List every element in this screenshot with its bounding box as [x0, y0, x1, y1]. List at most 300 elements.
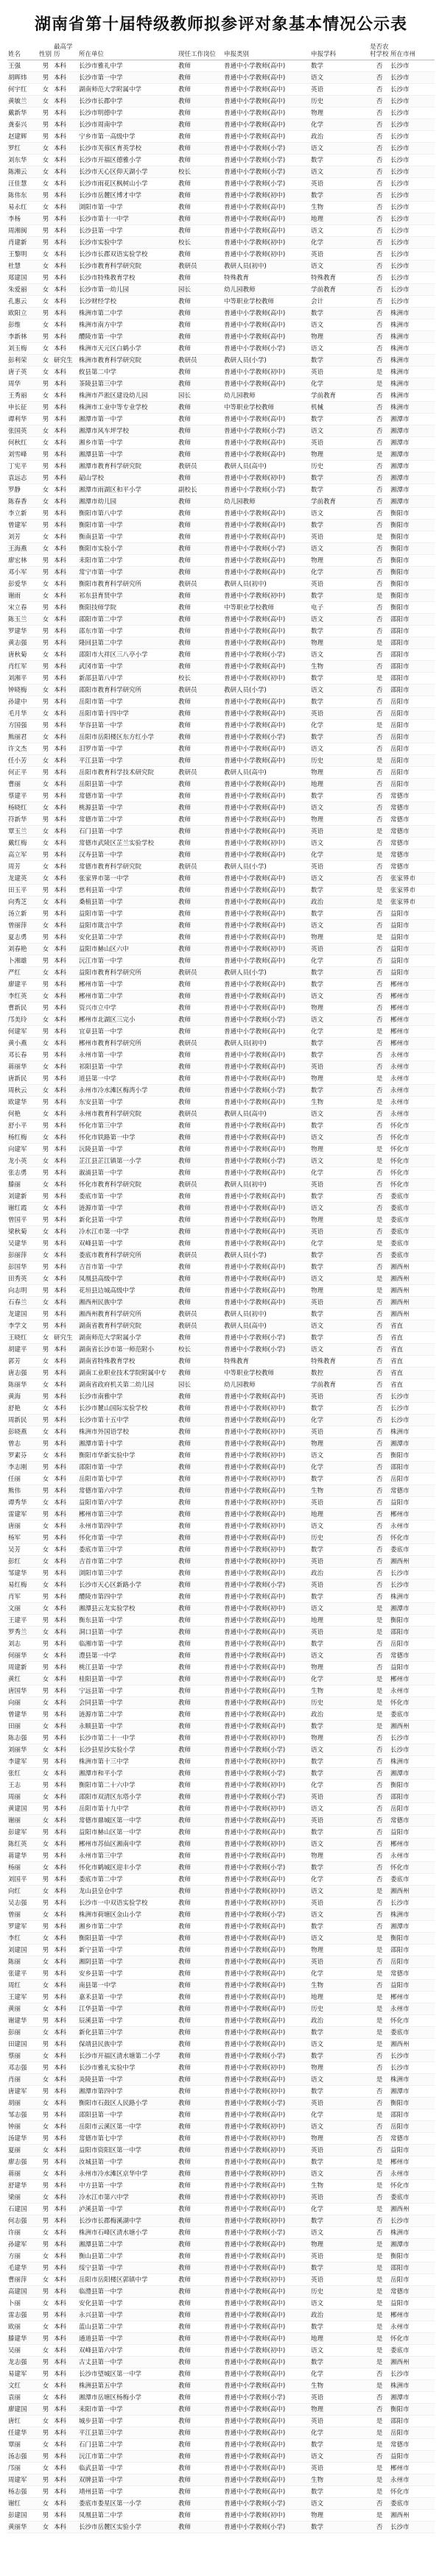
table-row	[7, 1768, 435, 1780]
cell-subject: 语文	[310, 508, 369, 520]
cell-rural: 否	[369, 60, 390, 72]
cell-type: 普通中小学教师(小学)	[223, 343, 310, 355]
cell-post: 教师	[178, 1803, 223, 1815]
cell-unit: 澧县第一中学	[78, 1650, 178, 1662]
cell-education: 本科	[53, 1262, 78, 1273]
cell-subject: 历史	[310, 96, 369, 107]
table-row	[7, 2168, 435, 2180]
cell-name: 张建平	[7, 1968, 38, 1980]
cell-rural: 是	[369, 1238, 390, 1250]
cell-education: 本科	[53, 319, 78, 331]
cell-sex: 男	[38, 1897, 53, 1909]
cell-unit: 怀化市第三中学	[78, 1120, 178, 1132]
cell-post: 教师	[178, 743, 223, 755]
cell-city: 永州市	[390, 1050, 435, 1061]
cell-type: 普通中小学教师(高中)	[223, 1262, 310, 1273]
cell-name: 唐建军	[7, 2086, 38, 2098]
cell-sex: 女	[38, 802, 53, 814]
cell-sex: 男	[38, 2156, 53, 2168]
cell-subject: 物理	[310, 1850, 369, 1862]
cell-name: 邝美玲	[7, 1014, 38, 1026]
cell-city: 常德市	[390, 1815, 435, 1827]
cell-unit: 湘潭县云龙实验学校	[78, 1603, 178, 1615]
cell-rural: 是	[369, 1886, 390, 1897]
header-rural: 是否农村学校	[369, 42, 390, 60]
cell-post: 教师	[178, 1850, 223, 1862]
cell-education: 本科	[53, 1532, 78, 1544]
cell-post: 教师	[178, 2109, 223, 2121]
cell-subject: 化学	[310, 237, 369, 249]
cell-unit: 沅江市第一中学	[78, 955, 178, 967]
cell-sex: 男	[38, 908, 53, 920]
cell-subject: 英语	[310, 708, 369, 720]
cell-type: 普通中小学教师(高中)	[223, 920, 310, 932]
cell-subject: 语文	[310, 649, 369, 661]
cell-education: 本科	[53, 1556, 78, 1568]
cell-unit: 宁远县第一中学	[78, 1685, 178, 1697]
cell-subject: 语文	[310, 319, 369, 331]
cell-post: 教师	[178, 755, 223, 767]
table-row	[7, 1897, 435, 1909]
cell-name: 黄海	[7, 1391, 38, 1403]
cell-subject: 电子	[310, 602, 369, 614]
cell-name: 黄建国	[7, 1803, 38, 1815]
cell-sex: 男	[38, 1415, 53, 1426]
cell-unit: 湖南省教育科学研究院	[78, 1320, 178, 1332]
cell-unit: 泸溪县第一中学	[78, 2204, 178, 2215]
cell-subject: 英语	[310, 2463, 369, 2474]
cell-subject: 化学	[310, 1167, 369, 1179]
cell-name: 刘建国	[7, 1945, 38, 1956]
cell-city: 株洲市	[390, 1909, 435, 1921]
cell-education: 本科	[53, 2086, 78, 2098]
cell-city: 邵阳市	[390, 2416, 435, 2427]
cell-education: 本科	[53, 367, 78, 378]
cell-city: 邵阳市	[390, 649, 435, 661]
cell-type: 普通中小学教师(高中)	[223, 1226, 310, 1238]
cell-unit: 临澧县第一中学	[78, 2286, 178, 2298]
cell-unit: 长沙市雅礼中学	[78, 60, 178, 72]
cell-name: 廖志强	[7, 2156, 38, 2168]
cell-type: 普通中小学教师(高中)	[223, 885, 310, 896]
cell-sex: 女	[38, 578, 53, 590]
cell-education: 本科	[53, 1744, 78, 1756]
cell-education: 本科	[53, 767, 78, 779]
cell-name: 廖建平	[7, 979, 38, 991]
cell-post: 教师	[178, 779, 223, 790]
cell-rural: 是	[369, 849, 390, 861]
cell-type: 教研人员(初中)	[223, 1309, 310, 1320]
cell-unit: 娄底市第二中学	[78, 1874, 178, 1886]
cell-subject: 语文	[310, 2227, 369, 2239]
cell-city: 永州市	[390, 2474, 435, 2486]
cell-post: 教师	[178, 1097, 223, 1108]
cell-type: 普通中小学教师(高中)	[223, 202, 310, 213]
cell-name: 黄敏兰	[7, 96, 38, 107]
cell-city: 益阳市	[390, 1980, 435, 1992]
cell-name: 孙建军	[7, 2239, 38, 2251]
cell-subject: 英语	[310, 578, 369, 590]
cell-post: 教师	[178, 1921, 223, 1933]
cell-city: 怀化市	[390, 1697, 435, 1709]
cell-name: 刘志	[7, 1638, 38, 1650]
cell-education: 本科	[53, 1733, 78, 1744]
cell-name: 严红	[7, 967, 38, 979]
cell-unit: 花垣县边城高级中学	[78, 1285, 178, 1297]
cell-education: 本科	[53, 1992, 78, 2003]
cell-subject: 英语	[310, 1297, 369, 1309]
cell-education: 本科	[53, 2463, 78, 2474]
cell-city: 省直	[390, 1379, 435, 1391]
cell-sex: 男	[38, 2204, 53, 2215]
cell-post: 教师	[178, 1462, 223, 1473]
cell-education: 本科	[53, 2380, 78, 2392]
cell-type: 普通中小学教师(初中)	[223, 1473, 310, 1485]
cell-rural: 否	[369, 555, 390, 567]
cell-type: 普通中小学教师(高中)	[223, 1191, 310, 1203]
cell-sex: 女	[38, 484, 53, 496]
cell-name: 刘湘平	[7, 673, 38, 684]
table-row	[7, 2215, 435, 2227]
cell-city: 长沙市	[390, 213, 435, 225]
cell-rural: 否	[369, 1780, 390, 1791]
cell-post: 教师	[178, 873, 223, 885]
cell-rural: 否	[369, 308, 390, 319]
cell-post: 教师	[178, 155, 223, 166]
cell-city: 永州市	[390, 1073, 435, 1085]
cell-rural: 否	[369, 1132, 390, 1144]
cell-unit: 长沙市麓山国际实验学校	[78, 1403, 178, 1415]
cell-subject: 物理	[310, 1438, 369, 1450]
cell-subject: 物理	[310, 814, 369, 826]
cell-post: 教师	[178, 1132, 223, 1144]
cell-type: 中等职业学校教师	[223, 1367, 310, 1379]
table-row	[7, 1332, 435, 1344]
cell-post: 教师	[178, 402, 223, 414]
cell-city: 省直	[390, 1320, 435, 1332]
cell-unit: 新化县第三中学	[78, 2027, 178, 2039]
cell-rural: 是	[369, 1214, 390, 1226]
cell-sex: 男	[38, 72, 53, 84]
cell-unit: 道县第一中学	[78, 1073, 178, 1085]
cell-education: 本科	[53, 2098, 78, 2109]
cell-rural: 否	[369, 1497, 390, 1509]
table-row	[7, 1309, 435, 1320]
table-row	[7, 1226, 435, 1238]
cell-post: 教师	[178, 473, 223, 484]
cell-subject: 英语	[310, 2416, 369, 2427]
cell-post: 教师	[178, 520, 223, 531]
cell-rural: 否	[369, 2404, 390, 2416]
cell-sex: 女	[38, 2098, 53, 2109]
cell-sex: 男	[38, 2474, 53, 2486]
cell-post: 教师	[178, 661, 223, 673]
cell-type: 普通中小学教师(初中)	[223, 2345, 310, 2357]
cell-sex: 女	[38, 590, 53, 602]
cell-post: 教师	[178, 2039, 223, 2050]
cell-education: 本科	[53, 1085, 78, 1097]
cell-unit: 常德市第二中学	[78, 814, 178, 826]
cell-name: 张红	[7, 1768, 38, 1780]
table-row	[7, 1403, 435, 1415]
cell-city: 常德市	[390, 826, 435, 838]
cell-unit: 湘潭县第一中学	[78, 449, 178, 461]
table-row	[7, 896, 435, 908]
cell-rural: 否	[369, 1850, 390, 1862]
cell-name: 汤建华	[7, 2133, 38, 2145]
cell-education: 本科	[53, 1450, 78, 1462]
cell-post: 教师	[178, 1909, 223, 1921]
cell-name: 周建军	[7, 2474, 38, 2486]
cell-education: 本科	[53, 1509, 78, 1521]
cell-sex: 女	[38, 143, 53, 155]
cell-sex: 男	[38, 767, 53, 779]
cell-type: 普通中小学教师(高中)	[223, 1568, 310, 1579]
cell-post: 园长	[178, 1379, 223, 1391]
table-row	[7, 1038, 435, 1050]
cell-city: 怀化市	[390, 2180, 435, 2192]
cell-subject: 化学	[310, 119, 369, 131]
cell-education: 本科	[53, 1120, 78, 1132]
cell-sex: 女	[38, 343, 53, 355]
table-row	[7, 1532, 435, 1544]
cell-type: 普通中小学教师(高中)	[223, 119, 310, 131]
cell-post: 教师	[178, 72, 223, 84]
cell-sex: 女	[38, 1014, 53, 1026]
cell-rural: 否	[369, 72, 390, 84]
cell-name: 邹建华	[7, 1568, 38, 1579]
cell-name: 肖丽	[7, 2074, 38, 2086]
cell-subject: 语文	[310, 991, 369, 1002]
header-unit: 所在单位	[78, 42, 178, 60]
cell-unit: 张家界市第一中学	[78, 873, 178, 885]
cell-sex: 女	[38, 826, 53, 838]
cell-sex: 男	[38, 461, 53, 473]
cell-post: 教师	[178, 1709, 223, 1721]
table-row	[7, 1191, 435, 1203]
cell-unit: 临武县第一中学	[78, 2463, 178, 2474]
cell-city: 岳阳市	[390, 743, 435, 755]
cell-city: 衡阳市	[390, 590, 435, 602]
cell-post: 教师	[178, 590, 223, 602]
cell-education: 本科	[53, 202, 78, 213]
cell-unit: 保靖县民族中学	[78, 2039, 178, 2050]
cell-city: 湘潭市	[390, 425, 435, 437]
cell-type: 普通中小学教师(高中)	[223, 1297, 310, 1309]
cell-name: 何宇红	[7, 84, 38, 96]
cell-subject: 数学	[310, 414, 369, 425]
cell-post: 教师	[178, 2003, 223, 2015]
cell-type: 普通中小学教师(初中)	[223, 2145, 310, 2156]
cell-post: 教师	[178, 319, 223, 331]
cell-sex: 男	[38, 1120, 53, 1132]
cell-education: 本科	[53, 2239, 78, 2251]
table-row	[7, 2427, 435, 2439]
cell-city: 岳阳市	[390, 2121, 435, 2133]
cell-rural: 否	[369, 696, 390, 708]
cell-post: 教师	[178, 1262, 223, 1273]
table-row	[7, 2310, 435, 2321]
cell-sex: 男	[38, 190, 53, 202]
cell-post: 教师	[178, 1968, 223, 1980]
cell-type: 普通中小学教师(高中)	[223, 743, 310, 755]
cell-city: 湘西州	[390, 1886, 435, 1897]
table-row	[7, 272, 435, 284]
cell-unit: 沅江市第二中学	[78, 2451, 178, 2463]
cell-sex: 男	[38, 1803, 53, 1815]
cell-city: 娄底市	[390, 1544, 435, 1556]
cell-sex: 女	[38, 249, 53, 261]
cell-education: 本科	[53, 1662, 78, 1674]
cell-sex: 女	[38, 2522, 53, 2533]
cell-city: 永州市	[390, 1085, 435, 1097]
cell-post: 教师	[178, 2050, 223, 2062]
cell-education: 本科	[53, 1968, 78, 1980]
table-row	[7, 2145, 435, 2156]
cell-city: 长沙市	[390, 2062, 435, 2074]
cell-rural: 是	[369, 2380, 390, 2392]
cell-education: 本科	[53, 1921, 78, 1933]
cell-education: 本科	[53, 2227, 78, 2239]
cell-type: 普通中小学教师(高中)	[223, 1273, 310, 1285]
table-row	[7, 1627, 435, 1638]
cell-sex: 男	[38, 1191, 53, 1203]
cell-name: 汪佳慧	[7, 178, 38, 190]
cell-unit: 衡阳市第一中学	[78, 520, 178, 531]
cell-education: 本科	[53, 626, 78, 637]
cell-name: 谭利华	[7, 414, 38, 425]
cell-post: 教师	[178, 2086, 223, 2098]
cell-unit: 永顺县第一中学	[78, 1721, 178, 1733]
table-row	[7, 2156, 435, 2168]
cell-unit: 芷江县芷江镇第一小学	[78, 1156, 178, 1167]
cell-subject: 英语	[310, 1391, 369, 1403]
cell-education: 本科	[53, 637, 78, 649]
cell-city: 常德市	[390, 2439, 435, 2451]
cell-post: 教师	[178, 814, 223, 826]
cell-sex: 男	[38, 2333, 53, 2345]
cell-post: 教师	[178, 2298, 223, 2310]
table-row	[7, 696, 435, 708]
cell-name: 雷志强	[7, 2310, 38, 2321]
cell-city: 长沙市	[390, 1744, 435, 1756]
cell-name: 田秀英	[7, 1273, 38, 1285]
cell-subject: 语文	[310, 1273, 369, 1285]
cell-unit: 双峰县第六中学	[78, 2345, 178, 2357]
cell-education: 本科	[53, 1603, 78, 1615]
cell-city: 邵阳市	[390, 614, 435, 626]
cell-post: 教师	[178, 2133, 223, 2145]
cell-unit: 郴州市第二中学	[78, 991, 178, 1002]
cell-sex: 男	[38, 743, 53, 755]
cell-name: 唐丽	[7, 1521, 38, 1532]
cell-rural: 否	[369, 331, 390, 343]
cell-city: 岳阳市	[390, 767, 435, 779]
cell-name: 李志刚	[7, 1462, 38, 1473]
cell-name: 曹丽萍	[7, 2274, 38, 2286]
cell-rural: 否	[369, 1862, 390, 1874]
cell-rural: 否	[369, 1250, 390, 1262]
cell-rural: 是	[369, 2156, 390, 2168]
cell-sex: 男	[38, 1992, 53, 2003]
cell-subject: 数学	[310, 473, 369, 484]
table-row	[7, 1579, 435, 1591]
cell-name: 高立军	[7, 849, 38, 861]
cell-city: 永州市	[390, 1850, 435, 1862]
cell-type: 普通中小学教师(初中)	[223, 2274, 310, 2286]
table-row	[7, 1203, 435, 1214]
cell-name: 向建军	[7, 1144, 38, 1156]
cell-unit: 岳阳市第十四中学	[78, 708, 178, 720]
cell-type: 普通中小学教师(高中)	[223, 873, 310, 885]
cell-city: 郴州市	[390, 1509, 435, 1521]
cell-unit: 炎陵县第一中学	[78, 2074, 178, 2086]
cell-unit: 耒阳市第一中学	[78, 2404, 178, 2416]
cell-post: 园长	[178, 390, 223, 402]
cell-type: 普通中小学教师(高中)	[223, 60, 310, 72]
cell-subject: 数学	[310, 790, 369, 802]
cell-name: 刘丽华	[7, 1744, 38, 1756]
cell-rural: 是	[369, 1945, 390, 1956]
cell-sex: 女	[38, 1579, 53, 1591]
cell-type: 普通中小学教师(初中)	[223, 1803, 310, 1815]
cell-city: 岳阳市	[390, 1956, 435, 1968]
cell-rural: 否	[369, 1791, 390, 1803]
cell-type: 普通中小学教师(高中)	[223, 1002, 310, 1014]
table-row	[7, 473, 435, 484]
cell-subject: 语文	[310, 425, 369, 437]
cell-unit: 娄底市第三中学	[78, 1544, 178, 1556]
cell-city: 省直	[390, 1367, 435, 1379]
cell-city: 湘潭市	[390, 1438, 435, 1450]
cell-unit: 嘉禾县第一中学	[78, 1992, 178, 2003]
cell-post: 教师	[178, 838, 223, 849]
cell-city: 娄底市	[390, 2345, 435, 2357]
cell-unit: 株洲市南方中学	[78, 319, 178, 331]
cell-sex: 男	[38, 1509, 53, 1521]
cell-name: 王建军	[7, 1992, 38, 2003]
cell-education: 本科	[53, 2156, 78, 2168]
cell-post: 教师	[178, 567, 223, 578]
cell-name: 李学文	[7, 1320, 38, 1332]
cell-name: 周红	[7, 1980, 38, 1992]
cell-type: 普通中小学教师(高中)	[223, 308, 310, 319]
cell-education: 本科	[53, 284, 78, 296]
cell-type: 普通中小学教师(高中)	[223, 1627, 310, 1638]
cell-subject: 语文	[310, 1156, 369, 1167]
cell-unit: 临湘市第一中学	[78, 1638, 178, 1650]
table-row	[7, 767, 435, 779]
cell-education: 本科	[53, 2262, 78, 2274]
cell-subject: 化学	[310, 1026, 369, 1038]
cell-education: 本科	[53, 1544, 78, 1556]
cell-education: 本科	[53, 272, 78, 284]
cell-rural: 否	[369, 1662, 390, 1674]
cell-name: 陈湘云	[7, 166, 38, 178]
cell-name: 王晓红	[7, 1332, 38, 1344]
cell-city: 邵阳市	[390, 2109, 435, 2121]
cell-city: 常德市	[390, 838, 435, 849]
cell-subject: 语文	[310, 802, 369, 814]
cell-education: 本科	[53, 696, 78, 708]
cell-sex: 女	[38, 1544, 53, 1556]
cell-type: 普通中小学教师(高中)	[223, 1874, 310, 1886]
table-row	[7, 1002, 435, 1014]
cell-name: 唐红	[7, 2416, 38, 2427]
cell-education: 本科	[53, 1591, 78, 1603]
cell-name: 毛建华	[7, 2262, 38, 2274]
cell-subject: 化学	[310, 849, 369, 861]
